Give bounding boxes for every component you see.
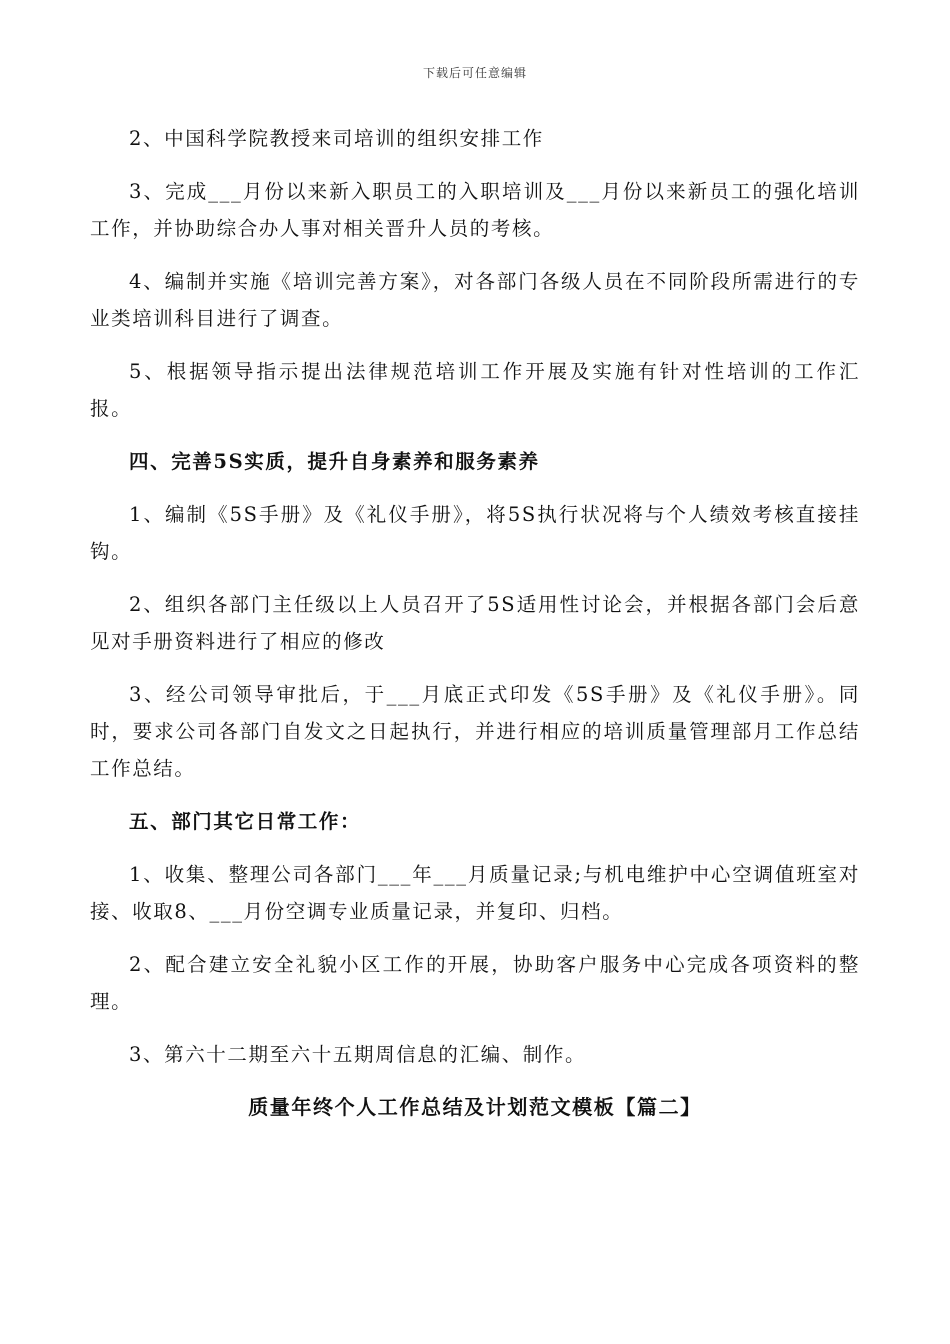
paragraph-new-employee-training: 3、完成___月份以来新入职员工的入职培训及___月份以来新员工的强化培训工作，并协助综合办人事对相关晋升人员的考核。 [90,180,860,240]
paragraph-quality-records: 1、收集、整理公司各部门___年___月质量记录;与机电维护中心空调值班室对接、收取8、___月份空调专业质量记录，并复印、归档。 [90,863,860,923]
paragraph-5s-manual: 1、编制《5S手册》及《礼仪手册》，将5S执行状况将与个人绩效考核直接挂钩。 [90,503,860,563]
paragraph-community-work: 2、配合建立安全礼貌小区工作的开展，协助客户服务中心完成各项资料的整理。 [90,953,860,1013]
paragraph-training-arrangement: 2、中国科学院教授来司培训的组织安排工作 [129,127,544,150]
paragraph-5s-issue: 3、经公司领导审批后，于___月底正式印发《5S手册》及《礼仪手册》。同时，要求公司各部门自发文之日起执行，并进行相应的培训质量管理部月工作总结工作总结。 [90,683,860,780]
document-body [90,120,860,1126]
paragraph-5s-discussion: 2、组织各部门主任级以上人员召开了5S适用性讨论会，并根据各部门会后意见对手册资料进行了相应的修改 [90,593,860,653]
paragraph-weekly-info: 3、第六十二期至六十五期周信息的汇编、制作。 [129,1043,587,1066]
document-title: 质量年终个人工作总结及计划范文模板【篇二】 [248,1095,702,1119]
section-heading-5s: 四、完善5S实质，提升自身素养和服务素养 [129,450,540,473]
page-header: 下载后可任意编辑 [422,66,527,80]
paragraph-legal-training-report: 5、根据领导指示提出法律规范培训工作开展及实施有针对性培训的工作汇报。 [90,360,860,420]
paragraph-training-plan: 4、编制并实施《培训完善方案》，对各部门各级人员在不同阶段所需进行的专业类培训科目进行了调查。 [90,270,860,330]
section-heading-daily-work: 五、部门其它日常工作： [129,810,362,833]
